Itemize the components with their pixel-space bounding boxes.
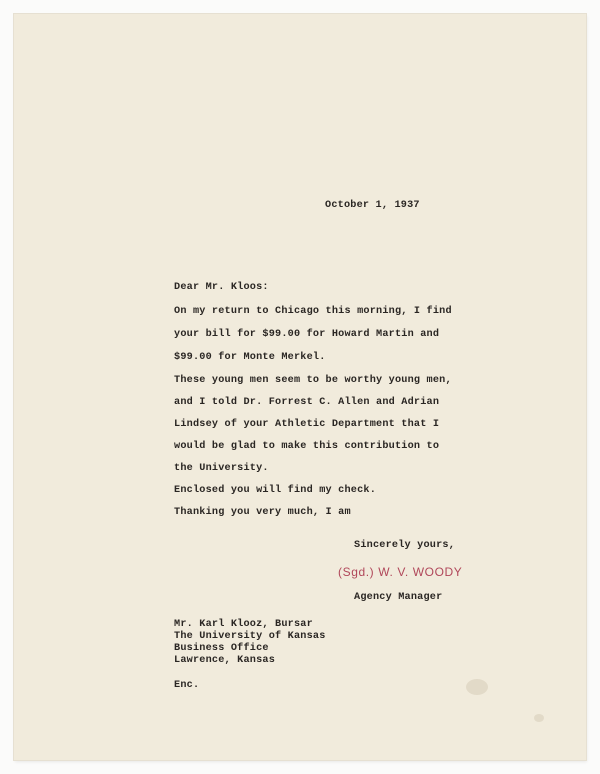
recipient-line: Mr. Karl Klooz, Bursar — [174, 619, 313, 630]
body-line: Thanking you very much, I am — [174, 507, 351, 518]
recipient-line: Business Office — [174, 643, 269, 654]
paper-blemish — [534, 714, 544, 722]
body-line: Enclosed you will find my check. — [174, 485, 377, 496]
salutation: Dear Mr. Kloos: — [174, 282, 269, 293]
body-line: and I told Dr. Forrest C. Allen and Adrian — [174, 397, 440, 408]
body-line: On my return to Chicago this morning, I find — [174, 306, 452, 317]
enclosure-note: Enc. — [174, 680, 200, 691]
signer-title: Agency Manager — [354, 592, 443, 603]
body-line: $99.00 for Monte Merkel. — [174, 352, 326, 363]
signature-stamp: (Sgd.) W. V. WOODY — [338, 565, 463, 579]
body-line: your bill for $99.00 for Howard Martin and — [174, 329, 440, 340]
body-line: Lindsey of your Athletic Department that I — [174, 419, 440, 430]
recipient-line: The University of Kansas — [174, 631, 326, 642]
body-line: the University. — [174, 463, 269, 474]
body-line: These young men seem to be worthy young men, — [174, 375, 452, 386]
letter-date: October 1, 1937 — [325, 200, 420, 211]
body-line: would be glad to make this contribution to — [174, 441, 440, 452]
paper-blemish — [466, 679, 488, 695]
letter-page — [14, 14, 586, 760]
recipient-line: Lawrence, Kansas — [174, 655, 276, 666]
closing: Sincerely yours, — [354, 540, 456, 551]
